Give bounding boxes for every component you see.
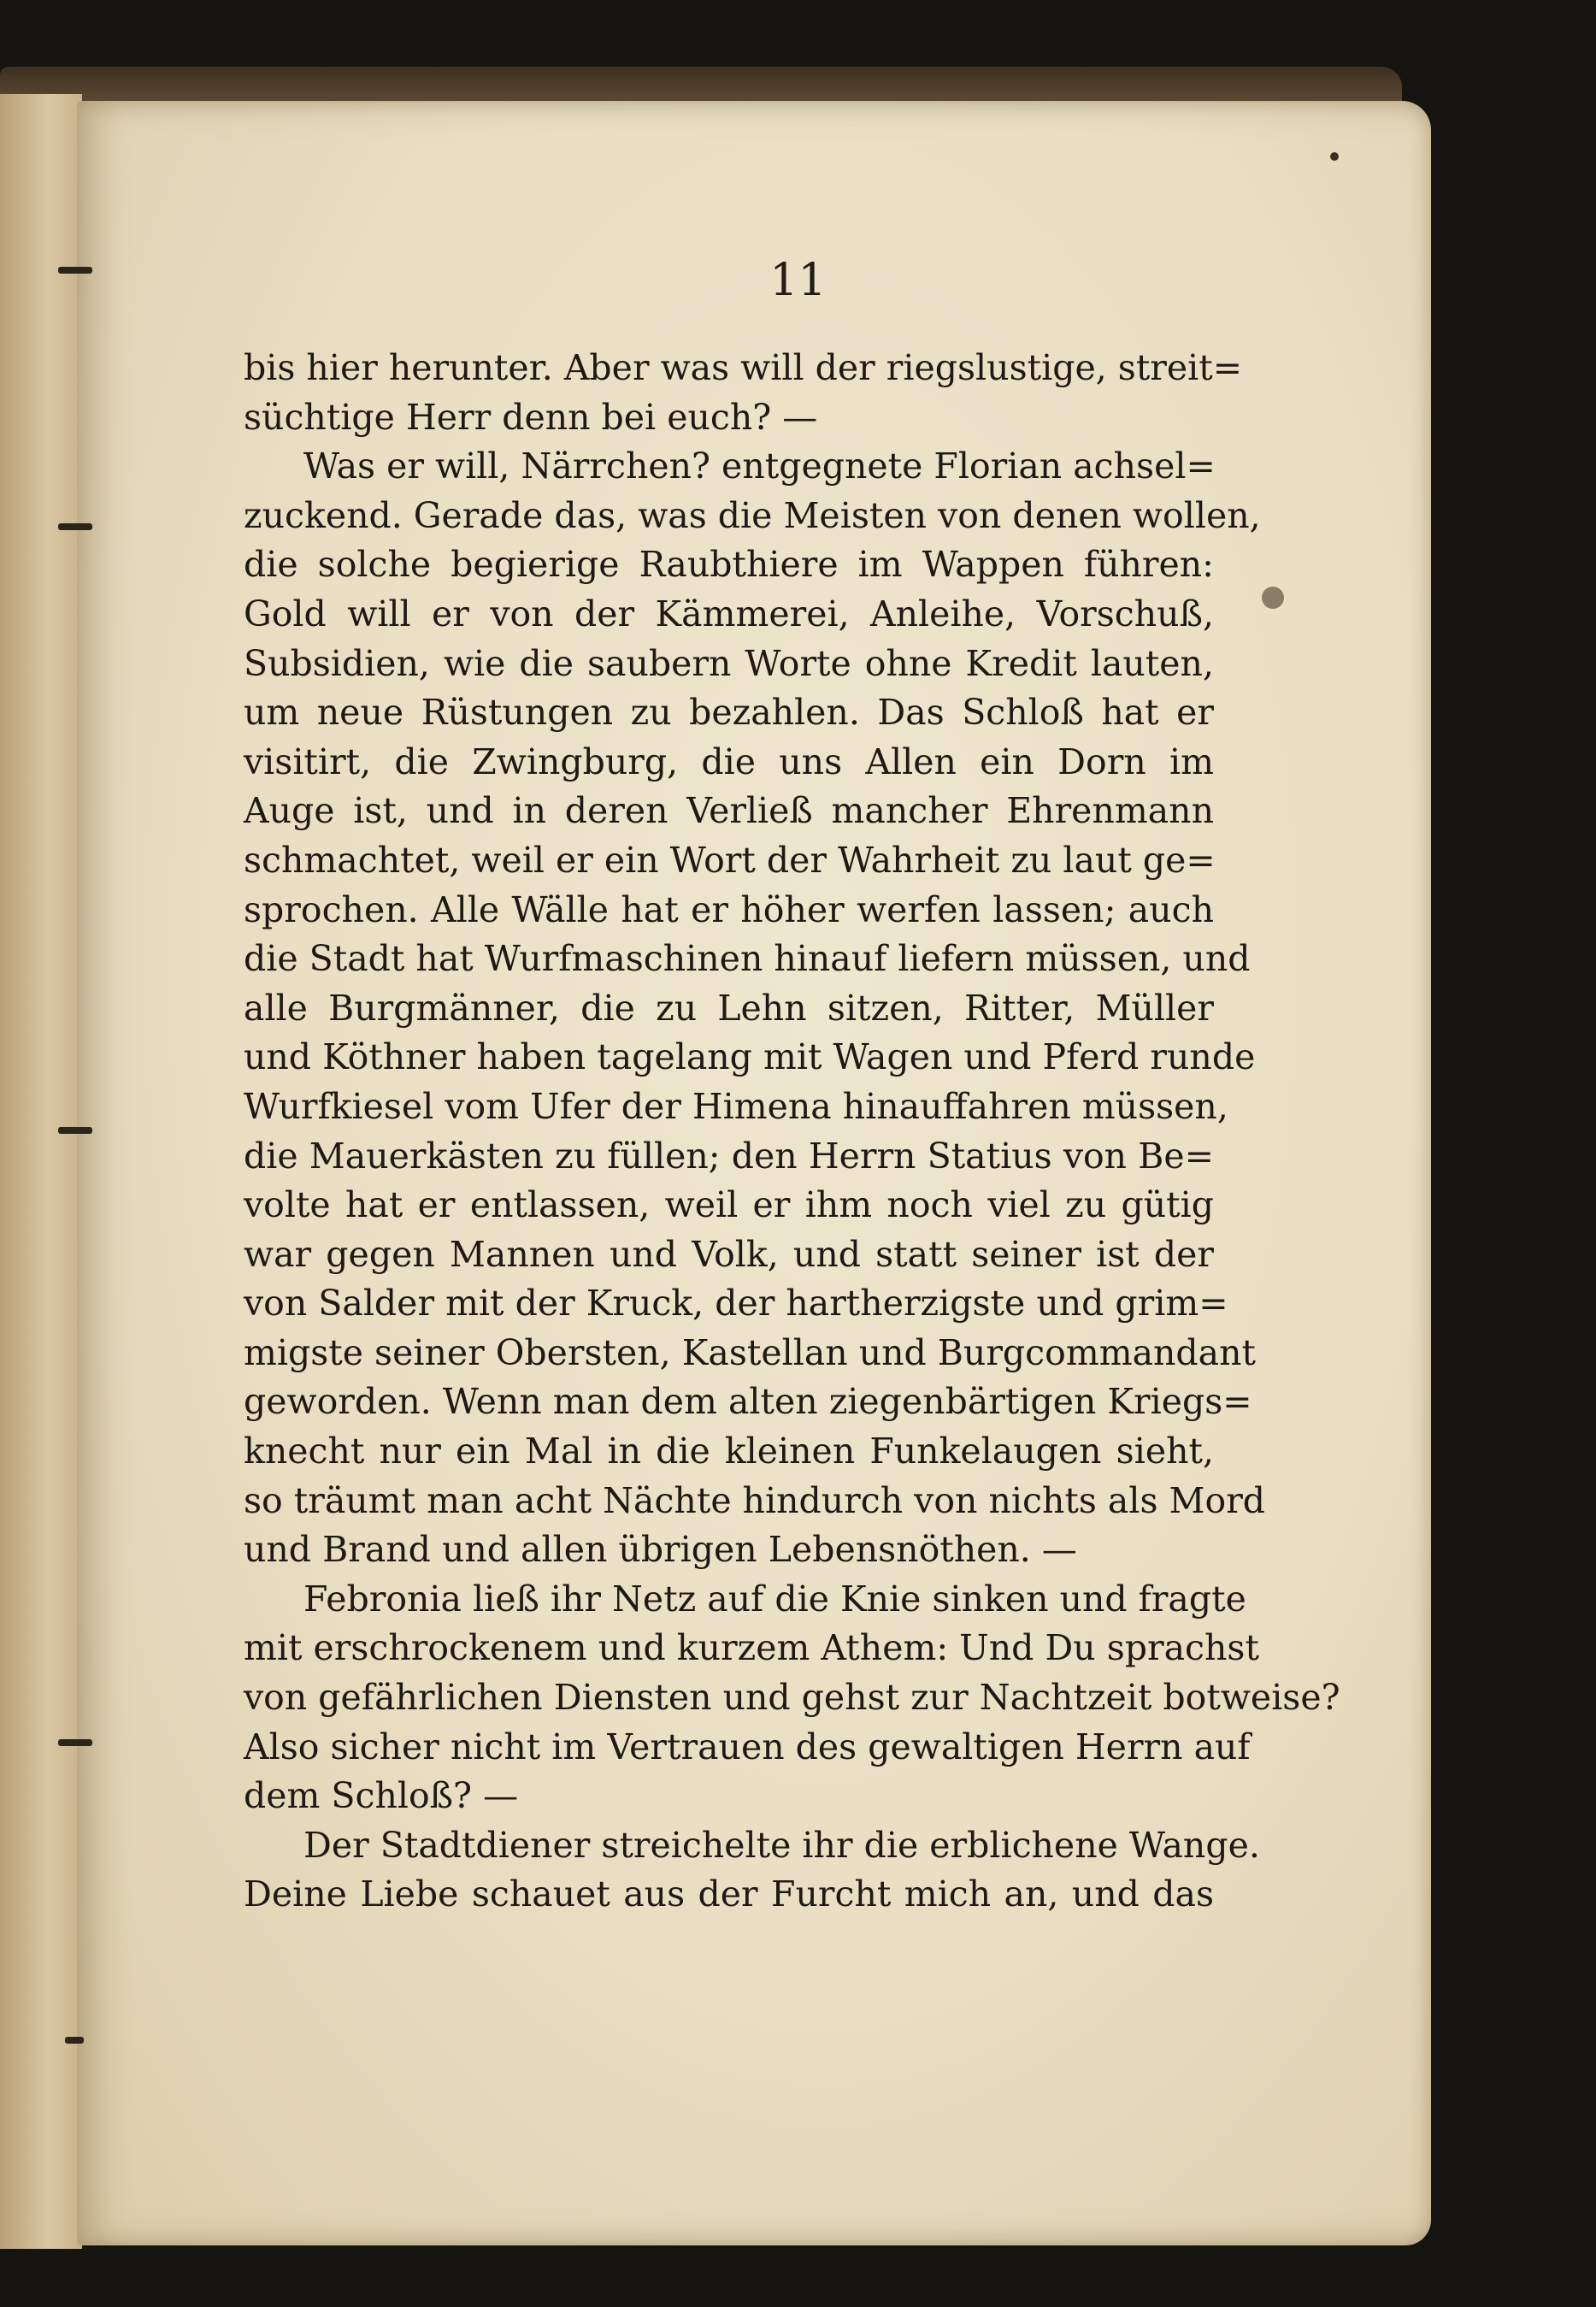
- text-line: um neue Rüstungen zu bezahlen. Das Schloß hat er: [244, 692, 1214, 734]
- facing-page-edge: [0, 94, 82, 2249]
- text-line: schmachtet, weil er ein Wort der Wahrheit zu laut ge=: [244, 839, 1216, 881]
- text-line: dem Schloß? —: [244, 1775, 519, 1817]
- binding-thread-mark: [58, 1739, 92, 1746]
- text-line: und Köthner haben tagelang mit Wagen und Pferd runde: [244, 1036, 1256, 1078]
- body-text: [244, 344, 1340, 1920]
- text-line: war gegen Mannen und Volk, und statt seiner ist der: [244, 1233, 1214, 1275]
- text-line: migste seiner Obersten, Kastellan und Burgcommandant: [244, 1331, 1256, 1373]
- text-line: die Mauerkästen zu füllen; den Herrn Statius von Be=: [244, 1135, 1214, 1177]
- text-line: Subsidien, wie die saubern Worte ohne Kredit lauten,: [244, 642, 1214, 684]
- paper-spot: [1262, 587, 1284, 609]
- text-line: knecht nur ein Mal in die kleinen Funkelaugen sieht,: [244, 1431, 1214, 1472]
- text-line: Was er will, Närrchen? entgegnete Florian achsel=: [303, 445, 1216, 487]
- text-line: von Salder mit der Kruck, der hartherzigste und grim=: [244, 1283, 1228, 1325]
- text-line: sprochen. Alle Wälle hat er höher werfen lassen; auch: [244, 888, 1214, 930]
- text-line: Gold will er von der Kämmerei, Anleihe, Vorschuß,: [244, 593, 1214, 634]
- text-line: süchtige Herr denn bei euch? —: [244, 396, 818, 438]
- text-line: die Stadt hat Wurfmaschinen hinauf liefern müssen, und: [244, 938, 1251, 980]
- binding-thread-mark: [58, 523, 92, 530]
- binding-thread-mark: [65, 2037, 84, 2044]
- text-line: und Brand und allen übrigen Lebensnöthen. —: [244, 1529, 1077, 1571]
- text-line: zuckend. Gerade das, was die Meisten von denen wollen,: [244, 494, 1261, 536]
- text-line: Der Stadtdiener streichelte ihr die erblichene Wange.: [303, 1824, 1260, 1866]
- text-line: Deine Liebe schauet aus der Furcht mich an, und das: [244, 1873, 1214, 1915]
- text-line: Auge ist, und in deren Verließ mancher Ehrenmann: [244, 790, 1214, 832]
- text-line: geworden. Wenn man dem alten ziegenbärtigen Kriegs=: [244, 1381, 1252, 1423]
- binding-thread-mark: [58, 1127, 92, 1134]
- text-line: die solche begierige Raubthiere im Wappen führen:: [244, 544, 1214, 586]
- text-line: visitirt, die Zwingburg, die uns Allen ein Dorn im: [244, 740, 1214, 782]
- text-line: alle Burgmänner, die zu Lehn sitzen, Ritter, Müller: [244, 987, 1214, 1029]
- text-line: bis hier herunter. Aber was will der riegslustige, streit=: [244, 347, 1243, 388]
- text-line: Febronia ließ ihr Netz auf die Knie sinken und fragte: [303, 1578, 1246, 1620]
- text-line: Wurfkiesel vom Ufer der Himena hinauffahren müssen,: [244, 1085, 1228, 1127]
- text-line: mit erschrockenem und kurzem Athem: Und Du sprachst: [244, 1627, 1259, 1669]
- paper-spot: [1330, 152, 1339, 161]
- text-line: von gefährlichen Diensten und gehst zur Nachtzeit botweise?: [244, 1677, 1340, 1719]
- text-line: Also sicher nicht im Vertrauen des gewaltigen Herrn auf: [244, 1726, 1251, 1767]
- text-line: volte hat er entlassen, weil er ihm noch viel zu gütig: [244, 1184, 1214, 1226]
- text-line: so träumt man acht Nächte hindurch von nichts als Mord: [244, 1479, 1266, 1521]
- page-number: 11: [769, 255, 827, 306]
